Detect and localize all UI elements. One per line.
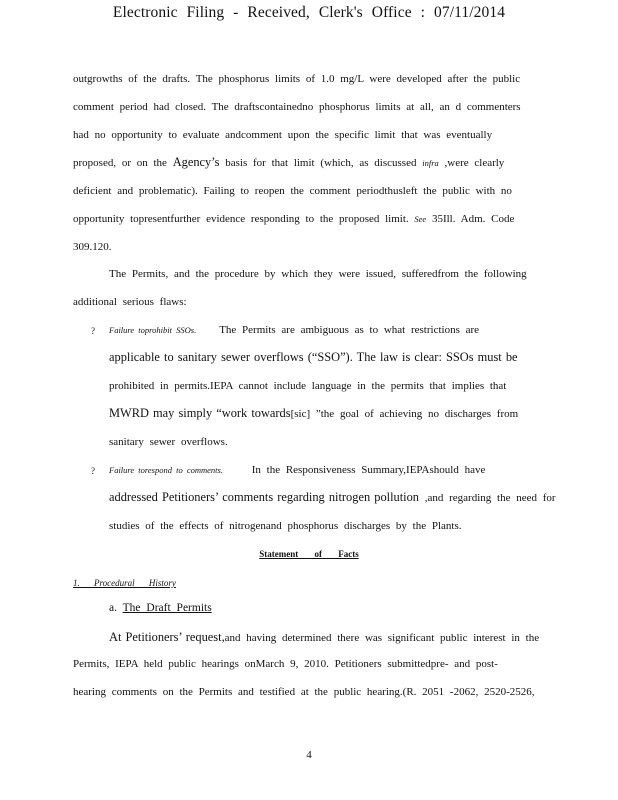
body-line — [109, 490, 556, 505]
body-line: deficient and problematic). Failing to reopen the comment periodthusleft the public with no — [73, 185, 512, 197]
body-line: prohibited in permits.IEPA cannot include language in the permits that implies that — [109, 380, 507, 392]
body-text: proposed, or on the — [73, 157, 167, 169]
body-text: and having determined there was significant public interest in the — [224, 632, 540, 644]
bullet-title: Failure torespond to comments. — [109, 465, 223, 475]
subsection-title: The Draft Permits — [122, 602, 212, 614]
body-line — [73, 213, 514, 225]
bullet-title: Failure toprohibit SSOs. — [109, 325, 197, 335]
body-line: comment period had closed. The draftscontainedno phosphorus limits at all, an d commenters — [73, 101, 521, 113]
body-line — [109, 630, 539, 645]
body-line: additional serious flaws: — [73, 296, 187, 308]
body-line: 309.120. — [73, 241, 112, 253]
filing-header: Electronic Filing - Received, Clerk's Office : 07/11/2014 — [112, 4, 506, 21]
body-text: basis for that limit (which, as discussed — [225, 157, 417, 169]
see-citation: See — [414, 214, 427, 224]
bullet-marker: ? — [91, 326, 95, 336]
body-line: The Permits, and the procedure by which they were issued, sufferedfrom the following — [109, 268, 527, 280]
body-text: addressed Petitioners’ comments regarding nitrogen pollution — [109, 490, 419, 504]
subsection-letter: a. — [109, 602, 117, 614]
body-line: had no opportunity to evaluate andcomment upon the specific limit that was eventually — [73, 129, 493, 141]
body-text: opportunity topresentfurther evidence responding to the proposed limit. — [73, 213, 409, 225]
body-text: ,were clearly — [444, 157, 505, 169]
body-line — [109, 464, 485, 476]
body-line: outgrowths of the drafts. The phosphorus limits of 1.0 mg/L were developed after the public — [73, 73, 521, 85]
body-text: At Petitioners’ request, — [109, 630, 225, 644]
body-text: In the Responsiveness Summary,IEPAshould have — [251, 464, 486, 476]
procedural-history-heading: 1. Procedural History — [73, 578, 176, 588]
body-line: applicable to sanitary sewer overflows (“SSO”). The law is clear: SSOs must be — [109, 350, 518, 364]
body-text: [sic] ”the goal of achieving no discharges from — [290, 408, 519, 420]
body-text: ,and regarding the need for — [424, 492, 556, 504]
infra-citation: infra — [422, 158, 439, 168]
body-text: The Permits are ambiguous as to what restrictions are — [219, 324, 480, 336]
body-line: sanitary sewer overflows. — [109, 436, 228, 448]
bullet-marker: ? — [91, 466, 95, 476]
body-line — [109, 324, 479, 336]
body-text: MWRD may simply “work towards — [109, 406, 291, 420]
body-text: Agency’s — [172, 155, 220, 169]
draft-permits-heading — [109, 602, 212, 614]
body-text: 35Ill. Adm. Code — [431, 213, 515, 225]
page-number: 4 — [306, 749, 312, 761]
body-line: studies of the effects of nitrogenand phosphorus discharges by the Plants. — [109, 520, 462, 532]
body-line — [109, 406, 518, 421]
section-heading: Statement of Facts — [259, 549, 359, 559]
body-line: Permits, IEPA held public hearings onMarch 9, 2010. Petitioners submittedpre- and post- — [73, 658, 498, 670]
body-line — [73, 155, 504, 170]
body-line: hearing comments on the Permits and testified at the public hearing.(R. 2051 -2062, 2520-2526, — [73, 686, 535, 698]
